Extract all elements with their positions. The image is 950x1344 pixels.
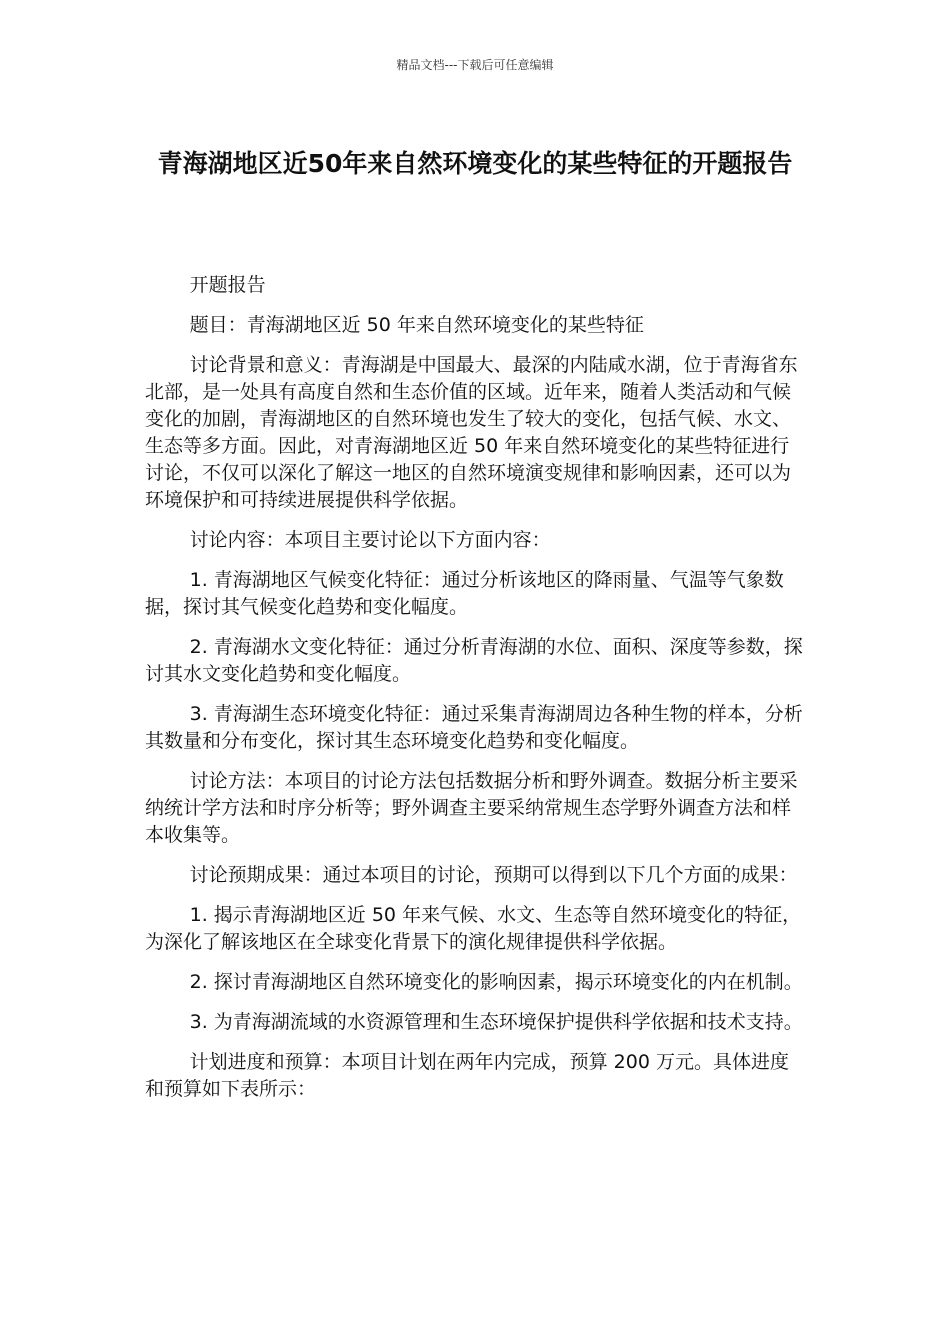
paragraph-schedule-budget: 计划进度和预算：本项目计划在两年内完成，预算 200 万元。具体进度和预算如下表所示： [145, 1051, 789, 1100]
paragraph-content-item-3: 3. 青海湖生态环境变化特征：通过采集青海湖周边各种生物的样本，分析其数量和分布变化，探讨其生态环境变化趋势和变化幅度。 [145, 703, 803, 752]
paragraph-result-item-3: 3. 为青海湖流域的水资源管理和生态环境保护提供科学依据和技术支持。 [189, 1011, 803, 1033]
paragraph-expected-results: 讨论预期成果：通过本项目的讨论，预期可以得到以下几个方面的成果： [189, 864, 798, 886]
document-body [145, 272, 805, 1116]
paragraph-topic: 题目：青海湖地区近 50 年来自然环境变化的某些特征 [189, 314, 644, 336]
paragraph-result-item-2: 2. 探讨青海湖地区自然环境变化的影响因素，揭示环境变化的内在机制。 [189, 971, 803, 993]
paragraph-report-label: 开题报告 [189, 274, 266, 296]
paragraph-content-item-1: 1. 青海湖地区气候变化特征：通过分析该地区的降雨量、气温等气象数据，探讨其气候变化趋势和变化幅度。 [145, 569, 784, 618]
document-title: 青海湖地区近50年来自然环境变化的某些特征的开题报告 [157, 149, 793, 178]
paragraph-result-item-1: 1. 揭示青海湖地区近 50 年来气候、水文、生态等自然环境变化的特征，为深化了解该地区在全球变化背景下的演化规律提供科学依据。 [145, 904, 802, 953]
paragraph-methods: 讨论方法：本项目的讨论方法包括数据分析和野外调查。数据分析主要采纳统计学方法和时序分析等；野外调查主要采纳常规生态学野外调查方法和样本收集等。 [145, 770, 798, 846]
paragraph-content-intro: 讨论内容：本项目主要讨论以下方面内容： [189, 529, 551, 551]
paragraph-background: 讨论背景和意义：青海湖是中国最大、最深的内陆咸水湖，位于青海省东北部，是一处具有高度自然和生态价值的区域。近年来，随着人类活动和气候变化的加剧，青海湖地区的自然环境也发生了较大的变化，包括气候、水文、生态等多方面。因此，对青海湖地区近 50 年来自然环境变化的某些特征进行讨论，不仅可以深化了解这一地区的自然环境演变规律和影响因素，还可以为环境保护和可持续进展提供科学依据。 [145, 354, 798, 511]
header-note: 精品文档---下载后可任意编辑 [396, 58, 554, 72]
paragraph-content-item-2: 2. 青海湖水文变化特征：通过分析青海湖的水位、面积、深度等参数，探讨其水文变化趋势和变化幅度。 [145, 636, 803, 685]
